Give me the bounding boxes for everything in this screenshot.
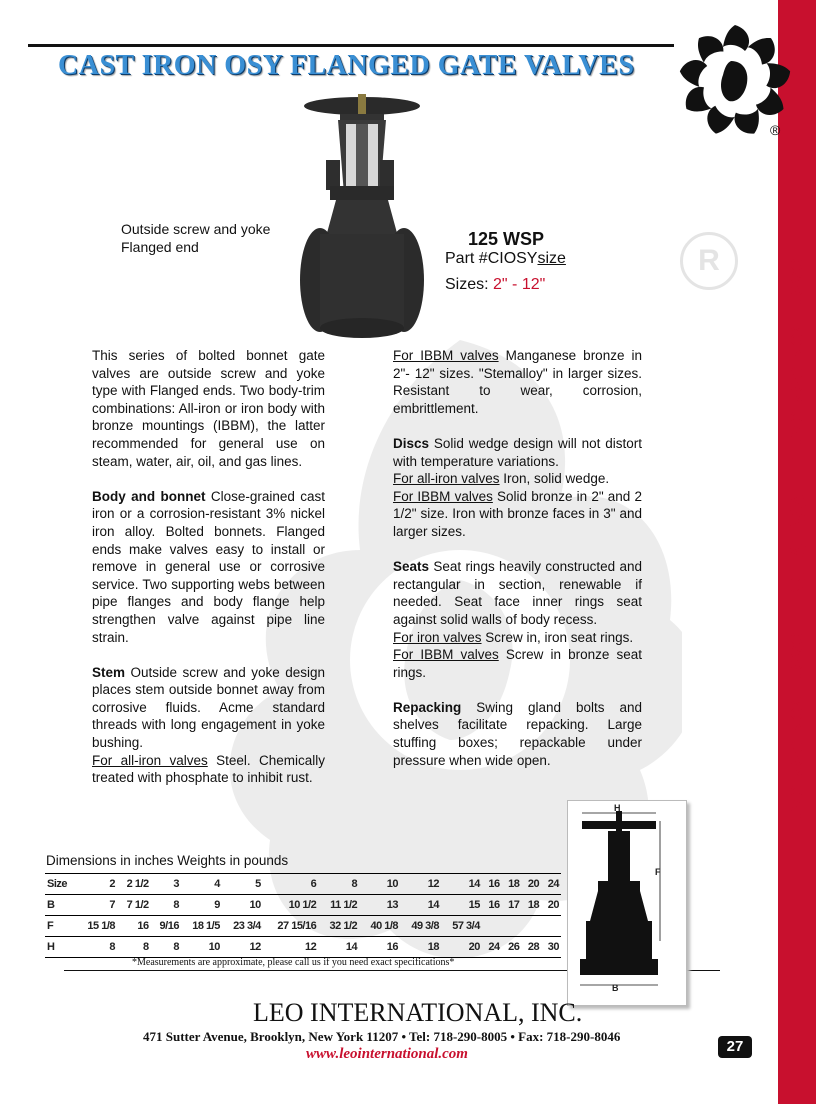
table-cell: 8 [117,937,151,958]
discs-iron-text: Iron, solid wedge. [499,471,610,487]
table-cell: 24 [541,874,561,895]
seats-iron-paragraph [393,629,642,647]
row-label-cell: H [45,937,76,958]
repacking-paragraph [393,699,642,769]
seats-ibbm-label: For IBBM valves [393,647,499,663]
table-cell: 4 [181,874,222,895]
table-cell: 30 [541,937,561,958]
table-cell: 14 [441,874,482,895]
table-cell: 16 [482,874,502,895]
left-column [92,347,325,804]
seats-ibbm-paragraph [393,646,642,681]
dimensions-table [45,873,561,958]
sizes-line [445,276,545,294]
table-cell: 18 1/5 [181,916,222,937]
diagram-label-b: B [612,983,619,993]
seats-ibbm-text: Screw in bronze seat rings. [393,647,642,680]
table-cell: 2 1/2 [117,874,151,895]
table-cell: 13 [359,895,400,916]
table-cell: 14 [318,937,359,958]
discs-ibbm-text: Solid bronze in 2" and 2 1/2" size. Iron with bronze faces in 3" and larger sizes. [393,488,642,539]
table-cell: 15 1/8 [76,916,117,937]
table-cell: 49 3/8 [400,916,441,937]
table-cell: 28 [521,937,541,958]
table-cell: 12 [263,937,318,958]
stem-ibbm-text: Manganese bronze in 2"- 12" sizes. "Stemalloy" in larger sizes. Resistant to wear, corrosion, embrittlement. [393,348,642,416]
table-cell: 18 [502,874,522,895]
table-cell: 8 [318,874,359,895]
table-cell: 7 1/2 [117,895,151,916]
right-column [393,347,642,787]
company-address: 471 Sutter Avenue, Brooklyn, New York 11207 • Tel: 718-290-8005 • Fax: 718-290-8046 [143,1029,621,1044]
table-cell: 16 [117,916,151,937]
sizes-value: 2" - 12" [493,276,546,293]
table-row [45,937,561,958]
discs-ibbm-paragraph [393,488,642,541]
diagram-label-f: F [655,867,661,877]
table-cell: 10 [359,874,400,895]
table-cell: 20 [521,874,541,895]
dimensions-caption: Dimensions in inches Weights in pounds [46,853,289,868]
gate-valve-image [300,94,440,342]
diagram-label-h: H [614,803,621,813]
discs-paragraph [393,435,642,470]
page-number: 27 [718,1036,752,1058]
discs-iron-label: For all-iron valves [393,471,500,487]
part-suffix: size [537,250,566,267]
table-cell: 32 1/2 [318,916,359,937]
pressure-rating: 125 WSP [468,229,545,249]
stem-iron-label: For all-iron valves [92,752,208,768]
table-cell: 16 [359,937,400,958]
table-cell: 16 [482,895,502,916]
row-label-cell: B [45,895,76,916]
discs-iron-paragraph [393,470,642,488]
body-bonnet-text: Close-grained cast iron or a corrosion-resistant 3% nickel iron alloy. Bolted bonnets. Flanged ends make valves easy to install or remove in general use or corrosive service. Two supporting webs between pipe flanges and body flange help strengthen valve against pipe line strain. [92,488,325,645]
feature-text-2: Flanged end [121,239,199,255]
table-cell: 18 [521,895,541,916]
table-cell: 24 [482,937,502,958]
table-cell: 12 [400,874,441,895]
table-cell [541,916,561,937]
table-cell: 6 [263,874,318,895]
table-cell: 3 [151,874,181,895]
page-title: CAST IRON OSY FLANGED GATE VALVES [58,50,635,81]
table-cell: 10 [181,937,222,958]
table-cell [521,916,541,937]
table-cell: 14 [400,895,441,916]
table-cell: 20 [441,937,482,958]
company-website[interactable]: www.leointernational.com [306,1046,468,1062]
table-cell: 27 15/16 [263,916,318,937]
table-row [45,895,561,916]
body-bonnet-heading: Body and bonnet [92,488,206,504]
side-text-middle: VALVES [785,494,811,595]
part-number [445,250,566,268]
table-cell: 2 [76,874,117,895]
table-cell: 9 [181,895,222,916]
table-cell: 8 [76,937,117,958]
side-band-white [682,0,781,1104]
table-cell: 26 [502,937,522,958]
discs-ibbm-label: For IBBM valves [393,488,493,504]
side-text-bottom: CAST IRON OSY GATE [787,632,806,835]
body-bonnet-paragraph [92,488,325,646]
repacking-text: Swing gland bolts and shelves facilitate repacking. Large stuffing boxes; repackable under pressure when wide open. [393,699,642,768]
seats-paragraph [393,558,642,628]
table-cell: 11 1/2 [318,895,359,916]
sizes-label: Sizes: [445,276,494,293]
stem-ibbm-label: For IBBM valves [393,348,499,363]
valve-dimension-drawing [568,801,686,1005]
registered-mark: ® [770,122,781,138]
registered-watermark: R [680,232,738,290]
discs-text: Solid wedge design will not distort with temperature variations. [393,435,642,469]
table-cell: 40 1/8 [359,916,400,937]
intro-paragraph: This series of bolted bonnet gate valves are outside screw and yoke type with Flanged ends. Two body-trim combinations: All-iron or iron body with bronze mountings (IBBM), the latter recommended for general use on steam, water, air, oil, and gas lines. [92,348,325,469]
table-cell [482,916,502,937]
stem-iron-text: Steel. Chemically treated with phosphate to inhibit rust. [92,752,326,786]
table-cell: 20 [541,895,561,916]
dimension-diagram [567,800,687,1006]
table-row [45,916,561,937]
table-cell: 7 [76,895,117,916]
table-cell: 12 [222,937,263,958]
row-label-cell: Size [45,874,76,895]
repacking-heading: Repacking [393,699,462,715]
table-cell: 9/16 [151,916,181,937]
table-cell: 8 [151,937,181,958]
table-cell: 8 [151,895,181,916]
seats-iron-label: For iron valves [393,629,482,645]
side-text-top: CAST IRON OSY GATE [787,258,806,461]
company-name: LEO INTERNATIONAL, INC. [253,998,583,1027]
table-cell: 17 [502,895,522,916]
table-cell: 23 3/4 [222,916,263,937]
stem-heading: Stem [92,664,126,680]
top-rule [28,44,674,47]
stem-text: Outside screw and yoke design places stem outside bonnet away from corrosive fluids. Acme standard threads with long engagement in yoke bushing. [92,664,325,751]
stem-ibbm-paragraph [393,347,642,417]
measurement-note: *Measurements are approximate, please call us if you need exact specifications* [132,957,455,968]
table-cell: 5 [222,874,263,895]
seats-text: Seat rings heavily constructed and rectangular in section, renewable if needed. Seat face inner rings seat against solid walls of body recess. [393,559,642,627]
part-prefix: Part #CIOSY [445,250,538,267]
table-cell: 57 3/4 [441,916,482,937]
table-row [45,874,561,895]
table-cell: 10 [222,895,263,916]
feature-text-1: Outside screw and yoke [121,221,271,237]
seats-heading: Seats [393,559,430,575]
discs-heading: Discs [393,435,430,451]
stem-iron-paragraph [92,752,325,787]
seats-iron-text: Screw in, iron seat rings. [481,629,634,645]
table-cell [502,916,522,937]
table-cell: 10 1/2 [263,895,318,916]
table-cell: 18 [400,937,441,958]
stem-paragraph [92,664,325,752]
table-cell: 15 [441,895,482,916]
row-label-cell: F [45,916,76,937]
